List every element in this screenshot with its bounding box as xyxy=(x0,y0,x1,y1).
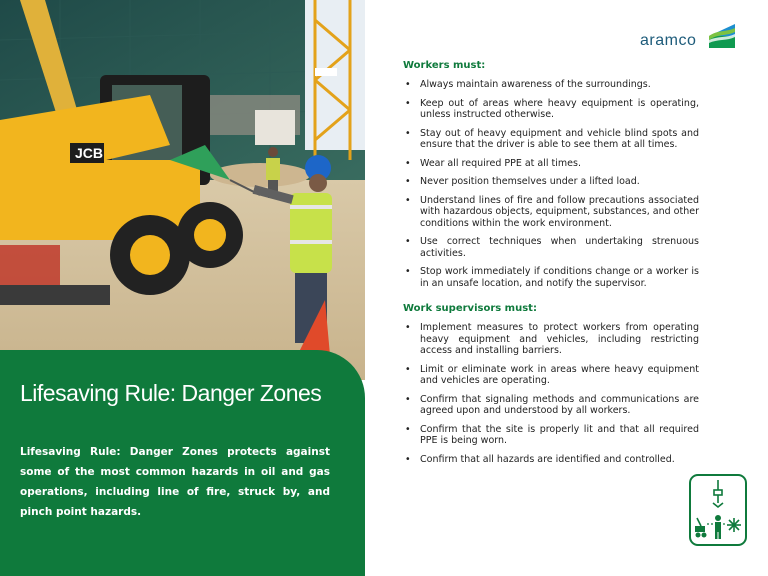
list-item: • Confirm that the site is properly lit and that all required PPE is being worn. xyxy=(403,424,699,447)
danger-zone-badge xyxy=(689,474,747,546)
list-item: • Confirm that all hazards are identified and controlled. xyxy=(403,454,699,466)
list-item: • Stay out of heavy equipment and vehicle blind spots and ensure that the driver is able to see them at all times. xyxy=(403,128,699,151)
list-item: • Confirm that signaling methods and communications are agreed upon and understood by all workers. xyxy=(403,394,699,417)
scaffold-sign xyxy=(315,68,337,76)
aramco-mark-icon xyxy=(707,20,737,50)
list-item: • Wear all required PPE at all times. xyxy=(403,158,699,170)
bg-cabin xyxy=(255,110,295,145)
supervisors-list xyxy=(403,322,699,465)
list-item: • Never position themselves under a lifted load. xyxy=(403,176,699,188)
list-item: • Always maintain awareness of the surroundings. xyxy=(403,79,699,91)
logo-text: aramco xyxy=(640,32,697,49)
workers-list xyxy=(403,79,699,289)
workers-heading: Workers must: xyxy=(403,60,486,71)
list-item: • Implement measures to protect workers from operating heavy equipment and vehicles, including restricting access and installing barriers. xyxy=(403,322,699,357)
list-item: • Limit or eliminate work in areas where heavy equipment and vehicles are operating. xyxy=(403,364,699,387)
rule-description: Lifesaving Rule: Danger Zones protects against some of the most common hazards in oil and gas operations, including line of fire, struck by, and pinch point hazards. xyxy=(20,446,330,518)
machine-label: JCB xyxy=(75,145,104,161)
rules-content xyxy=(403,60,699,472)
rule-panel xyxy=(0,350,365,576)
list-item: • Keep out of areas where heavy equipment is operating, unless instructed otherwise. xyxy=(403,98,699,121)
supervisors-heading: Work supervisors must: xyxy=(403,303,537,314)
aramco-logo xyxy=(640,20,740,52)
page-title: Lifesaving Rule: Danger Zones xyxy=(20,380,322,406)
danger-zone-icon xyxy=(691,476,745,544)
list-item: • Understand lines of fire and follow precautions associated with hazardous objects, equipment, substances, and other conditions within the work environment. xyxy=(403,195,699,230)
list-item: • Use correct techniques when undertaking strenuous activities. xyxy=(403,236,699,259)
list-item: • Stop work immediately if conditions change or a worker is in an unsafe location, and notify the supervisor. xyxy=(403,266,699,289)
